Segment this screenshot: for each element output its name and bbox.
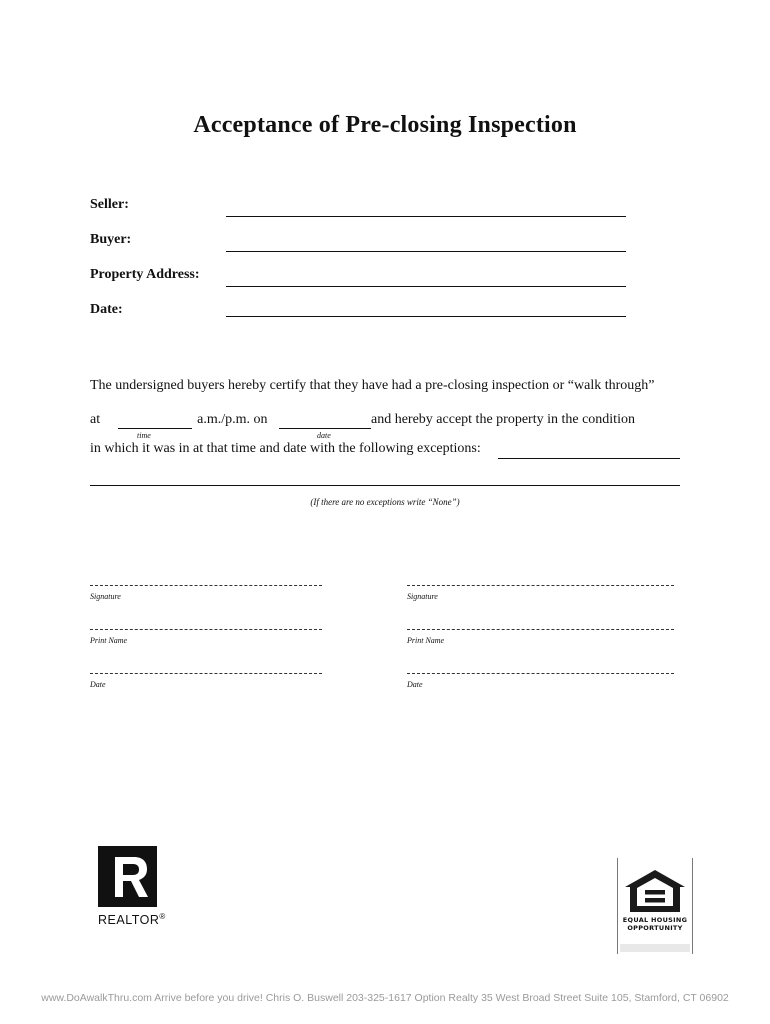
equal-housing-text: [617, 916, 693, 932]
certification-line-2: [90, 412, 635, 429]
registered-mark: ®: [159, 912, 166, 921]
left-print-name-line[interactable]: [90, 629, 322, 630]
equal-housing-line-1: EQUAL HOUSING: [622, 916, 688, 924]
exceptions-note: (If there are no exceptions write “None”): [310, 497, 460, 507]
buyer-label: Buyer:: [90, 232, 132, 247]
buyer-field[interactable]: [226, 251, 626, 252]
date-caption: date: [317, 431, 331, 440]
left-date-line[interactable]: [90, 673, 322, 674]
date-label: Date:: [90, 302, 123, 317]
left-print-name-label: Print Name: [90, 636, 128, 645]
left-date-label: Date: [90, 680, 106, 689]
realtor-logo: [98, 846, 170, 927]
condition-text: and hereby accept the property in the condition: [371, 412, 635, 427]
seller-field[interactable]: [226, 216, 626, 217]
at-text: at: [90, 412, 101, 427]
right-print-name-line[interactable]: [407, 629, 674, 630]
right-signature-label: Signature: [407, 592, 438, 601]
time-caption: time: [137, 431, 151, 440]
left-signature-label: Signature: [90, 592, 121, 601]
realtor-text: REALTOR: [98, 913, 160, 928]
equal-housing-line-2: OPPORTUNITY: [627, 924, 683, 932]
date-field[interactable]: [226, 316, 626, 317]
page-title: Acceptance of Pre-closing Inspection: [193, 112, 577, 138]
equal-housing-house-icon: [617, 858, 693, 954]
certification-line-3: [90, 441, 481, 457]
exceptions-field-2[interactable]: [90, 485, 680, 486]
ampm-text: a.m./p.m. on: [197, 412, 268, 427]
realtor-wordmark: [98, 912, 170, 927]
right-print-name-label: Print Name: [407, 636, 445, 645]
certification-line-1: The undersigned buyers hereby certify that they have had a pre-closing inspection or “walk through”: [90, 378, 655, 393]
right-signature-line[interactable]: [407, 585, 674, 586]
left-signature-line[interactable]: [90, 585, 322, 586]
time-blank[interactable]: [118, 412, 192, 429]
right-date-line[interactable]: [407, 673, 674, 674]
realtor-r-icon: [98, 846, 170, 910]
exceptions-field-1[interactable]: [498, 458, 680, 459]
property-address-label: Property Address:: [90, 267, 200, 282]
date-blank[interactable]: [279, 412, 371, 429]
footer-contact: www.DoAwalkThru.com Arrive before you drive! Chris O. Buswell 203-325-1617 Option Realty 35 West Broad Street Suite 105, Stamford, CT 06902: [41, 992, 729, 1004]
property-address-field[interactable]: [226, 286, 626, 287]
exceptions-text: in which it was in at that time and date with the following exceptions:: [90, 441, 481, 456]
right-date-label: Date: [407, 680, 423, 689]
seller-label: Seller:: [90, 197, 129, 212]
equal-housing-logo: [617, 858, 693, 954]
